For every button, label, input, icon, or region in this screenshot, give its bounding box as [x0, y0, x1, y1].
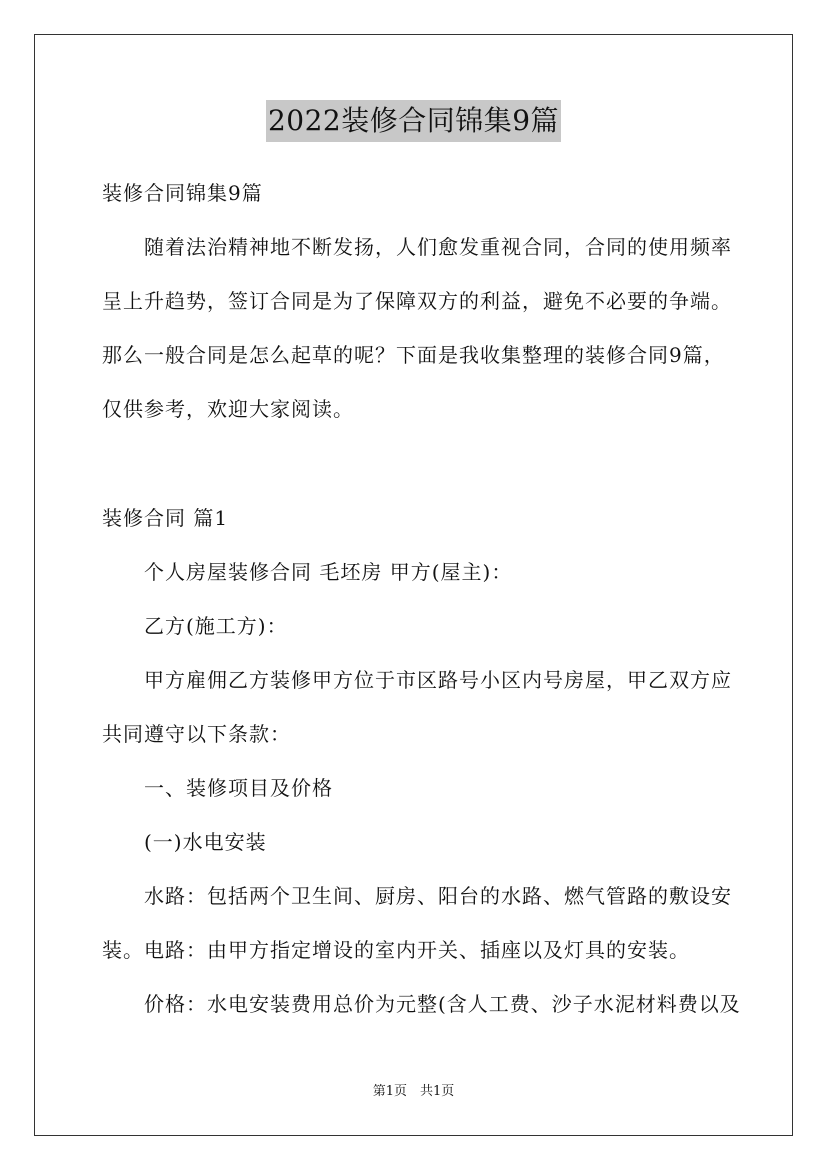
page-footer: 第1页 共1页: [372, 1084, 455, 1099]
intro-line-4: 仅供参考，欢迎大家阅读。: [102, 397, 354, 421]
body-line-6: (一)水电安装: [144, 830, 267, 854]
document-subtitle: 装修合同锦集9篇: [102, 181, 263, 205]
intro-line-2: 呈上升趋势，签订合同是为了保障双方的利益，避免不必要的争端。: [102, 289, 732, 313]
body-line-9: 价格：水电安装费用总价为元整(含人工费、沙子水泥材料费以及: [144, 992, 741, 1016]
intro-line-1: 随着法治精神地不断发扬，人们愈发重视合同，合同的使用频率: [144, 235, 732, 259]
document-title: 2022装修合同锦集9篇: [266, 100, 561, 142]
body-line-8: 装。电路：由甲方指定增设的室内开关、插座以及灯具的安装。: [102, 938, 690, 962]
title-container: [0, 100, 827, 142]
section-heading: 装修合同 篇1: [102, 506, 229, 530]
body-line-5: 一、装修项目及价格: [144, 776, 333, 800]
intro-line-3: 那么一般合同是怎么起草的呢？下面是我收集整理的装修合同9篇，: [102, 343, 725, 367]
body-line-1: 个人房屋装修合同 毛坯房 甲方(屋主)：: [144, 560, 513, 584]
body-line-7: 水路：包括两个卫生间、厨房、阳台的水路、燃气管路的敷设安: [144, 884, 732, 908]
body-line-4: 共同遵守以下条款：: [102, 722, 291, 746]
body-line-3: 甲方雇佣乙方装修甲方位于市区路号小区内号房屋，甲乙双方应: [144, 668, 732, 692]
body-line-2: 乙方(施工方)：: [144, 614, 288, 638]
